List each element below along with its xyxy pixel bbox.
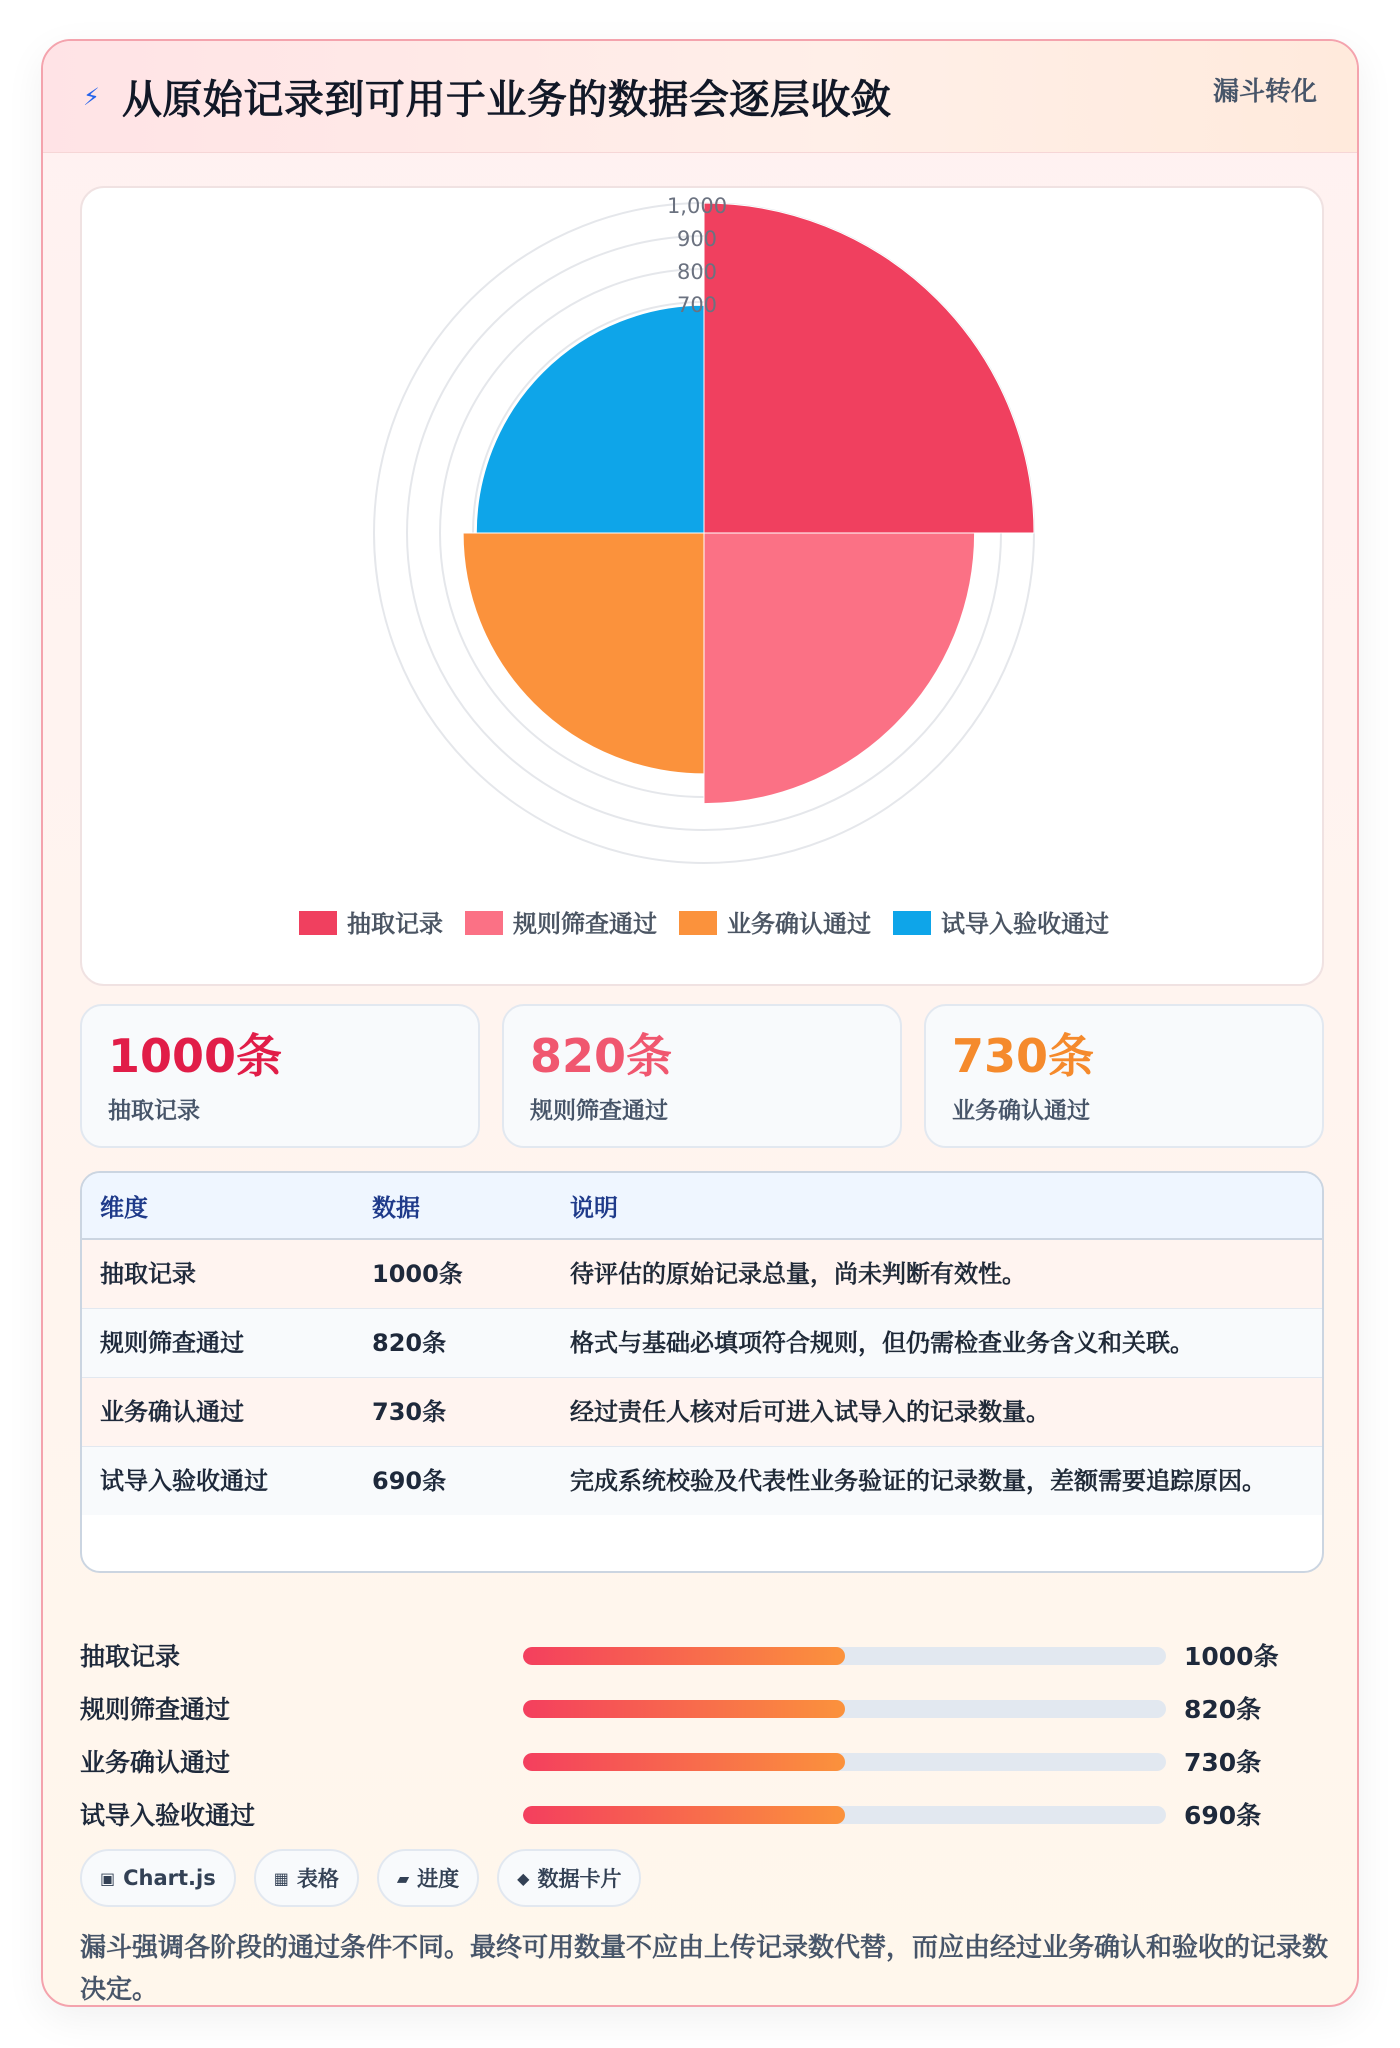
progress-row [80, 1792, 1324, 1845]
chip-label: 进度 [417, 1867, 460, 1891]
table-cell: 待评估的原始记录总量，尚未判断有效性。 [552, 1239, 1322, 1309]
table-icon: ▦ [273, 1868, 289, 1888]
header-tag: 漏斗转化 [1212, 77, 1317, 107]
progress-value: 1000条 [1184, 1642, 1279, 1671]
chip-chartjs[interactable] [80, 1849, 236, 1907]
polar-slice [704, 533, 975, 804]
funnel-card [41, 39, 1359, 2007]
stat-card [502, 1004, 902, 1148]
polar-area-chart [82, 188, 1326, 988]
card-icon: ◆ [517, 1868, 530, 1888]
table-cell: 690条 [372, 1467, 447, 1495]
legend-swatch [465, 911, 503, 935]
progress-fill [523, 1806, 845, 1824]
progress-row [80, 1633, 1324, 1686]
progress-track [523, 1700, 1166, 1718]
column-header: 维度 [82, 1173, 354, 1239]
progress-label: 抽取记录 [80, 1642, 181, 1671]
chip-data-card[interactable] [497, 1849, 641, 1907]
stat-cards [80, 1004, 1324, 1148]
table-row [82, 1309, 1322, 1378]
table-row [82, 1239, 1322, 1309]
progress-track [523, 1753, 1166, 1771]
progress-row [80, 1739, 1324, 1792]
legend-label: 抽取记录 [347, 910, 443, 938]
legend-label: 试导入验收通过 [941, 910, 1109, 938]
table-cell: 完成系统校验及代表性业务验证的记录数量，差额需要追踪原因。 [570, 1467, 1266, 1495]
table-cell: 试导入验收通过 [100, 1467, 268, 1495]
tech-chips [80, 1849, 641, 1907]
table-header-row [82, 1173, 1322, 1239]
chip-progress[interactable] [377, 1849, 479, 1907]
stat-value: 1000条 [108, 1029, 283, 1083]
radial-tick-label: 1,000 [666, 194, 728, 218]
chart-panel [80, 186, 1324, 986]
column-header: 数据 [354, 1173, 552, 1239]
progress-label: 业务确认通过 [80, 1748, 231, 1777]
table-cell: 格式与基础必填项符合规则，但仍需检查业务含义和关联。 [552, 1309, 1322, 1378]
chip-label: 数据卡片 [537, 1867, 622, 1891]
legend-swatch [299, 911, 337, 935]
column-header: 说明 [552, 1173, 1322, 1239]
table-cell: 820条 [354, 1309, 552, 1378]
legend-swatch [679, 911, 717, 935]
radial-tick-label: 800 [676, 260, 718, 284]
stat-value: 730条 [952, 1029, 1095, 1083]
stat-card [924, 1004, 1324, 1148]
legend-label: 规则筛查通过 [513, 910, 657, 938]
stat-label: 业务确认通过 [952, 1098, 1090, 1124]
progress-track [523, 1647, 1166, 1665]
chart-icon: ▣ [100, 1868, 116, 1888]
progress-label: 试导入验收通过 [80, 1801, 256, 1830]
polar-slice [463, 533, 704, 774]
progress-fill [523, 1647, 845, 1665]
chip-label: 表格 [296, 1867, 339, 1891]
page-title: 从原始记录到可用于业务的数据会逐层收敛 [121, 77, 892, 123]
progress-value: 820条 [1184, 1695, 1262, 1724]
table-row [82, 1378, 1322, 1447]
progress-list [80, 1633, 1324, 1845]
stat-label: 规则筛查通过 [530, 1098, 668, 1124]
progress-label: 规则筛查通过 [80, 1695, 231, 1724]
table-cell: 1000条 [354, 1239, 552, 1309]
footnote: 漏斗强调各阶段的通过条件不同。最终可用数量不应由上传记录数代替，而应由经过业务确认和验收的记录数决定。 [80, 1933, 1329, 2005]
lightning-icon: ⚡︎ [83, 82, 100, 111]
table-row [82, 1447, 1322, 1516]
progress-fill [523, 1753, 845, 1771]
stat-value: 820条 [530, 1029, 673, 1083]
stat-label: 抽取记录 [108, 1098, 200, 1124]
chip-table[interactable] [254, 1849, 359, 1907]
polar-slice [476, 305, 704, 533]
progress-icon: ▰ [396, 1868, 410, 1888]
table-cell: 规则筛查通过 [82, 1309, 354, 1378]
card-header [43, 41, 1357, 153]
table-cell: 730条 [354, 1378, 552, 1447]
legend-label: 业务确认通过 [727, 910, 871, 938]
stat-card [80, 1004, 480, 1148]
progress-value: 690条 [1184, 1801, 1262, 1830]
legend-swatch [893, 911, 931, 935]
table-cell: 业务确认通过 [82, 1378, 354, 1447]
data-table [80, 1171, 1324, 1573]
progress-track [523, 1806, 1166, 1824]
table-cell: 经过责任人核对后可进入试导入的记录数量。 [552, 1378, 1322, 1447]
progress-value: 730条 [1184, 1748, 1262, 1777]
polar-slice [704, 203, 1034, 533]
radial-tick-label: 900 [676, 227, 718, 251]
progress-fill [523, 1700, 845, 1718]
chip-label: Chart.js [123, 1866, 216, 1890]
radial-tick-label: 700 [676, 293, 718, 317]
progress-row [80, 1686, 1324, 1739]
table-cell: 抽取记录 [82, 1239, 354, 1309]
